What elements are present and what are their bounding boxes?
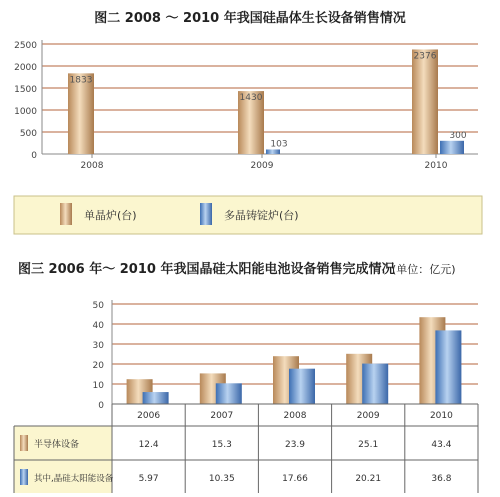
chart2-legend-swatch-solar bbox=[20, 469, 28, 485]
chart2-title: 图三 2006 年～ 2010 年我国晶硅太阳能电池设备销售完成情况 bbox=[18, 262, 395, 277]
legend-label-mono-furnace: 单晶炉(台) bbox=[84, 209, 137, 222]
chart1-ytick-label: 1000 bbox=[14, 107, 37, 117]
legend-label-poly-furnace: 多晶铸锭炉(台) bbox=[224, 209, 299, 222]
chart1-title: 图二 2008 ～ 2010 年我国硅晶体生长设备销售情况 bbox=[94, 11, 406, 26]
chart2-ytick-label: 20 bbox=[92, 361, 104, 371]
legend-swatch-mono-furnace bbox=[60, 203, 72, 225]
chart2-legend-swatch-semiconductor bbox=[20, 435, 28, 451]
chart1-bar-label-poly: 103 bbox=[270, 139, 288, 150]
chart2-xtick-label: 2008 bbox=[283, 411, 307, 421]
chart2-xtick-label: 2007 bbox=[210, 411, 234, 421]
chart1-ytick-label: 1500 bbox=[14, 85, 37, 95]
chart1-bar-label-mono: 1833 bbox=[69, 75, 93, 86]
chart2-table-value-semiconductor: 43.4 bbox=[431, 440, 452, 450]
chart1-ytick-label: 500 bbox=[19, 129, 37, 139]
chart1-bar-label-mono: 1430 bbox=[239, 93, 263, 104]
chart1-xtick-label: 2010 bbox=[424, 161, 448, 171]
chart2-bar-solar bbox=[216, 383, 242, 404]
chart1-ytick-label: 2000 bbox=[14, 63, 37, 73]
chart2-ytick-label: 0 bbox=[98, 401, 104, 411]
chart1-ytick-label: 0 bbox=[31, 151, 37, 161]
chart2-table-value-solar: 17.66 bbox=[282, 474, 308, 484]
legend-swatch-poly-furnace bbox=[200, 203, 212, 225]
chart1-bar-mono bbox=[412, 49, 438, 154]
chart2-xtick-label: 2010 bbox=[429, 411, 453, 421]
chart2-ytick-label: 10 bbox=[92, 381, 104, 391]
chart1-xtick-label: 2008 bbox=[80, 161, 104, 171]
chart1-legend bbox=[14, 196, 482, 234]
chart2-table-value-solar: 5.97 bbox=[138, 474, 159, 484]
chart2-table-value-semiconductor: 15.3 bbox=[211, 440, 232, 450]
chart2-table-value-semiconductor: 23.9 bbox=[284, 440, 306, 450]
chart2-bar-solar bbox=[435, 330, 461, 404]
chart2-table-value-solar: 20.21 bbox=[355, 474, 382, 484]
chart2-xtick-label: 2006 bbox=[137, 411, 161, 421]
chart2-table-value-solar: 10.35 bbox=[208, 474, 235, 484]
chart2-table-value-solar: 36.8 bbox=[431, 474, 452, 484]
chart1-ytick-label: 2500 bbox=[14, 41, 37, 51]
chart1-bar-mono bbox=[68, 73, 94, 154]
chart1-xtick-label: 2009 bbox=[250, 161, 274, 171]
chart2-ytick-label: 40 bbox=[92, 321, 104, 331]
chart2-legend-label-semiconductor: 半导体设备 bbox=[34, 440, 80, 450]
chart1-bar-label-mono: 2376 bbox=[413, 51, 437, 62]
chart2-table-value-semiconductor: 12.4 bbox=[138, 440, 159, 450]
chart1-bar-poly bbox=[440, 141, 464, 154]
chart2-bar-solar bbox=[362, 364, 388, 404]
chart1-bar-poly bbox=[266, 149, 280, 154]
chart2-ytick-label: 30 bbox=[92, 341, 104, 351]
chart2-xtick-label: 2009 bbox=[356, 411, 380, 421]
chart1-bar-label-poly: 300 bbox=[449, 130, 467, 141]
chart2-ytick-label: 50 bbox=[92, 301, 104, 311]
chart2-bar-solar bbox=[143, 392, 169, 404]
chart2-data-table bbox=[14, 404, 478, 493]
chart2-unit-note: (单位：亿元) bbox=[392, 263, 456, 276]
chart2-table-value-semiconductor: 25.1 bbox=[358, 440, 379, 450]
chart2-bar-solar bbox=[289, 369, 315, 404]
chart2-legend-label-solar: 其中,晶硅太阳能设备 bbox=[34, 474, 114, 484]
